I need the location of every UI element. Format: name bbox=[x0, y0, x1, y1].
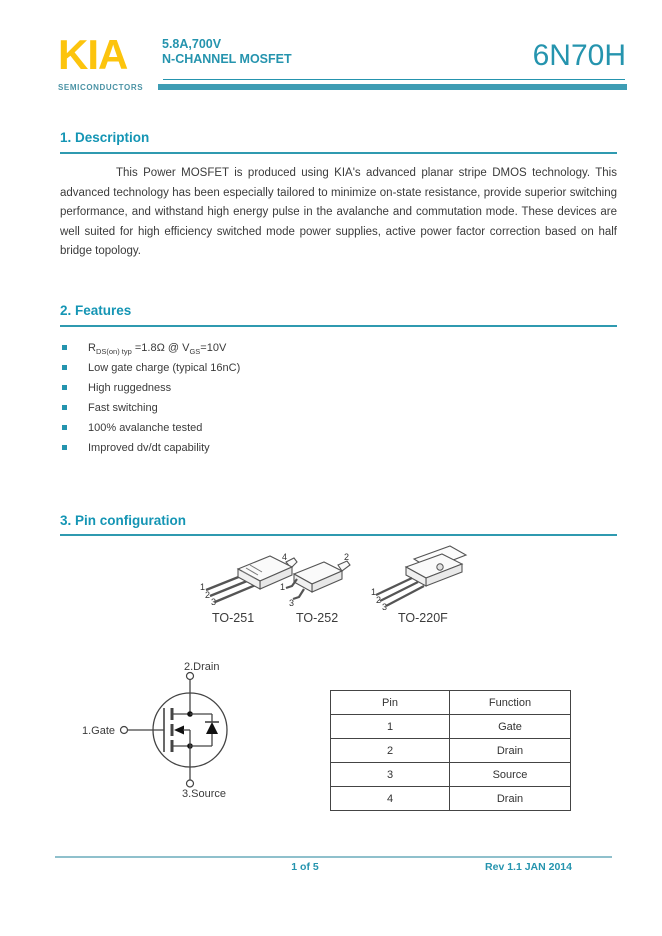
table-row bbox=[331, 763, 571, 787]
section-number: 3. bbox=[60, 513, 72, 528]
feature-item bbox=[60, 418, 580, 438]
pin-cell: 2 bbox=[331, 739, 450, 763]
table-row bbox=[331, 787, 571, 811]
footer-page-number: 1 of 5 bbox=[291, 861, 319, 873]
feature-text: Low gate charge (typical 16nC) bbox=[88, 362, 241, 374]
to220f-package-drawing bbox=[370, 545, 486, 615]
to220f-pin-3-label: 3 bbox=[382, 602, 388, 612]
feature-item bbox=[60, 358, 580, 378]
to251-pin-2-label: 2 bbox=[205, 590, 211, 600]
to251-pin-4-label: 4 bbox=[282, 552, 288, 562]
device-rating: 5.8A,700V bbox=[162, 37, 222, 51]
bullet-square-icon bbox=[62, 345, 67, 350]
mosfet-symbol-diagram bbox=[66, 658, 316, 798]
section-number: 1. bbox=[60, 130, 72, 145]
section-title: Features bbox=[75, 303, 132, 318]
package-label-to252: TO-252 bbox=[296, 611, 339, 625]
section-title: Pin configuration bbox=[75, 513, 187, 528]
source-terminal-label: 3.Source bbox=[182, 788, 227, 798]
bullet-square-icon bbox=[62, 405, 67, 410]
section-heading-description bbox=[60, 130, 149, 145]
pin-cell: 3 bbox=[331, 763, 450, 787]
drain-terminal-label: 2.Drain bbox=[184, 661, 220, 673]
to252-pin-1-label: 1 bbox=[280, 582, 286, 592]
function-cell: Gate bbox=[450, 715, 571, 739]
to220f-pin-2-label: 2 bbox=[376, 595, 382, 605]
to251-pin-3-label: 3 bbox=[211, 597, 217, 607]
section-title: Description bbox=[75, 130, 150, 145]
bullet-square-icon bbox=[62, 445, 67, 450]
section-rule bbox=[60, 325, 617, 327]
to251-pin-1-label: 1 bbox=[200, 582, 206, 592]
to252-pin-2-label: 2 bbox=[344, 552, 350, 562]
function-cell: Drain bbox=[450, 787, 571, 811]
feature-text: 100% avalanche tested bbox=[88, 422, 203, 434]
feature-text: Improved dv/dt capability bbox=[88, 442, 210, 454]
part-number: 6N70H bbox=[532, 39, 626, 72]
function-cell: Drain bbox=[450, 739, 571, 763]
to252-package-drawing bbox=[278, 552, 354, 610]
feature-item bbox=[60, 438, 580, 458]
feature-text: Fast switching bbox=[88, 402, 158, 414]
pin-cell: 4 bbox=[331, 787, 450, 811]
feature-item bbox=[60, 378, 580, 398]
table-row bbox=[331, 739, 571, 763]
section-heading-pin-configuration bbox=[60, 513, 186, 528]
table-header-function: Function bbox=[450, 691, 571, 715]
feature-text: High ruggedness bbox=[88, 382, 172, 394]
pin-function-table bbox=[330, 690, 571, 811]
gate-terminal-label: 1.Gate bbox=[81, 725, 115, 737]
section-heading-features bbox=[60, 303, 131, 318]
feature-text: $R_{DS(on) typ} =1.8\Omega$ @ $V_{GS}=10V$ bbox=[88, 342, 227, 357]
bullet-square-icon bbox=[62, 385, 67, 390]
header-rule-thin bbox=[163, 79, 625, 80]
section-rule bbox=[60, 152, 617, 154]
features-list bbox=[60, 338, 580, 458]
package-label-to220f: TO-220F bbox=[398, 611, 448, 625]
footer-revision: Rev 1.1 JAN 2014 bbox=[485, 861, 572, 873]
logo-subtext: SEMICONDUCTORS bbox=[58, 83, 144, 92]
table-header-pin: Pin bbox=[331, 691, 450, 715]
table-row bbox=[331, 715, 571, 739]
device-type: N-CHANNEL MOSFET bbox=[162, 52, 292, 66]
header-rule-thick bbox=[158, 84, 627, 90]
footer-rule bbox=[55, 856, 612, 858]
to252-pin-3-label: 3 bbox=[289, 598, 295, 608]
feature-item-rds bbox=[60, 338, 580, 358]
pin-cell: 1 bbox=[331, 715, 450, 739]
section-number: 2. bbox=[60, 303, 72, 318]
kia-logo: KIA bbox=[58, 31, 128, 78]
package-label-to251: TO-251 bbox=[212, 611, 255, 625]
bullet-square-icon bbox=[62, 365, 67, 370]
feature-item bbox=[60, 398, 580, 418]
section-rule bbox=[60, 534, 617, 536]
bullet-square-icon bbox=[62, 425, 67, 430]
to220f-pin-1-label: 1 bbox=[371, 587, 377, 597]
function-cell: Source bbox=[450, 763, 571, 787]
description-paragraph: This Power MOSFET is produced using KIA's advanced planar stripe DMOS technology. This advanced technology has been especially tailored to minimize on-state resistance, provide superior switching performance, and withstand high energy pulse in the avalanche and commutation mode. These devices are well suited for high efficiency switched mode power supplies, active power factor correction based on half bridge topology. bbox=[60, 167, 617, 257]
table-header-row bbox=[331, 691, 571, 715]
device-subtitle bbox=[162, 37, 292, 67]
